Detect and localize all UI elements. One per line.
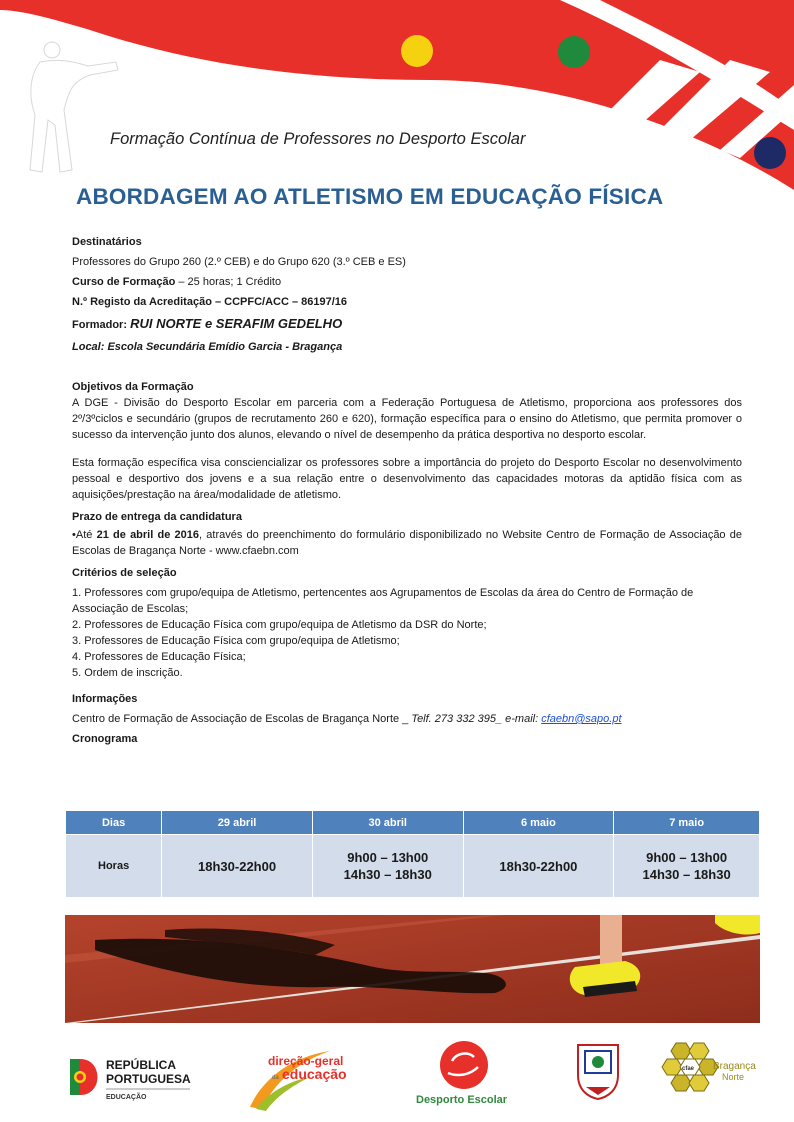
table-row [66, 835, 760, 898]
criterio-item: 1. Professores com grupo/equipa de Atletismo, pertencentes aos Agrupamentos de Escolas da área do Centro de Formação de Associação de Escolas; [72, 587, 694, 615]
destinatarios-label: Destinatários [72, 236, 142, 248]
destinatarios-text: Professores do Grupo 260 (2.º CEB) e do Grupo 620 (3.º CEB e ES) [72, 256, 406, 268]
table-header-cell: 30 abril [312, 811, 463, 835]
dge-logo [250, 1051, 347, 1111]
cfae-braganca-norte-logo [662, 1043, 756, 1091]
criterio-item: 4. Professores de Educação Física; [72, 651, 246, 663]
navy-dot-icon [754, 137, 786, 169]
dge-line1: direção-geral [268, 1054, 344, 1068]
cronograma-heading: Cronograma [72, 733, 138, 745]
cell-line: 14h30 – 18h30 [642, 867, 731, 882]
emblem-logo [578, 1045, 618, 1099]
republica-line2: PORTUGUESA [106, 1072, 191, 1086]
objetivos-heading: Objetivos da Formação [72, 381, 194, 393]
curso-text: – 25 horas; 1 Crédito [175, 276, 282, 288]
table-header-cell: 6 maio [463, 811, 614, 835]
objetivos-paragraph-2: Esta formação específica visa consciencializar os professores sobre a importância do projeto do Desporto Escolar no desenvolvimento pessoal e desportivo dos jovens e a sua relação entre o desenvolvimento das capacidades motoras da aptidão física com as aquisições/prestação na área/modalidade de atletismo. [72, 457, 742, 501]
table-header-cell: 7 maio [614, 811, 760, 835]
table-cell [463, 835, 614, 898]
email-link[interactable]: cfaebn@sapo.pt [541, 713, 622, 725]
informacoes-heading: Informações [72, 693, 138, 705]
prazo-date: 21 de abril de 2016 [96, 529, 200, 541]
informacoes-text [72, 711, 742, 727]
desporto-escolar-label: Desporto Escolar [416, 1094, 508, 1106]
norte-label: Norte [722, 1072, 745, 1082]
table-cell [312, 835, 463, 898]
formador-names: RUI NORTE e SERAFIM GEDELHO [130, 316, 343, 331]
republica-line1: REPÚBLICA [106, 1058, 177, 1072]
table-header-cell: Dias [66, 811, 162, 835]
objetivos-paragraph-1: A DGE - Divisão do Desporto Escolar em parceria com a Federação Portuguesa de Atletismo, proporciona aos professores dos 2º/3ºciclos e secundário (grupos de recrutamento 260 e 620), formação específica para o ensino do Atletismo, que permita promover o sucesso da intervenção junto dos alunos, elevando o nível de desempenho da prática desportiva no desporto escolar. [72, 397, 742, 441]
formador-line [72, 316, 742, 333]
criterio-item: 2. Professores de Educação Física com grupo/equipa de Atletismo da DSR do Norte; [72, 619, 487, 631]
cell-line: 9h00 – 13h00 [646, 850, 728, 865]
dge-line3: educação [282, 1066, 347, 1082]
table-row-label: Horas [66, 835, 162, 898]
republica-line3: EDUCAÇÃO [106, 1094, 147, 1101]
athlete-silhouette-icon [30, 42, 118, 172]
cell-line: 18h30-22h00 [499, 858, 578, 874]
partner-logos [0, 1035, 794, 1122]
informacoes-centro: Centro de Formação de Associação de Escolas de Bragança Norte _ [72, 713, 412, 725]
green-dot-icon [558, 36, 590, 68]
cronograma-table [65, 810, 760, 898]
prazo-body: , através do preenchimento do formulário disponibilizado no Website Centro de Formação de Associação de Escolas de Bragança Norte - www.cfaebn.com [72, 529, 742, 557]
page-title: ABORDAGEM AO ATLETISMO EM EDUCAÇÃO FÍSICA [76, 184, 664, 209]
curso-label: Curso de Formação [72, 276, 176, 288]
criterio-item: 5. Ordem de inscrição. [72, 667, 183, 679]
course-info [72, 234, 742, 747]
header-banner [0, 0, 794, 210]
braganca-label: Bragança [713, 1061, 756, 1072]
athletics-track-photo [65, 915, 760, 1023]
desporto-escolar-logo [416, 1041, 508, 1106]
cell-line: 9h00 – 13h00 [347, 850, 429, 865]
cfae-label: cfae [682, 1066, 695, 1072]
subtitle: Formação Contínua de Professores no Desporto Escolar [110, 130, 526, 148]
table-header-cell: 29 abril [162, 811, 313, 835]
curso-line [72, 274, 742, 290]
republica-portuguesa-logo [70, 1057, 191, 1101]
criterios-heading: Critérios de seleção [72, 567, 177, 579]
criterio-item: 3. Professores de Educação Física com grupo/equipa de Atletismo; [72, 635, 400, 647]
formador-label: Formador: [72, 319, 131, 331]
yellow-dot-icon [401, 35, 433, 67]
informacoes-telf: Telf. 273 332 395_ e-mail: [411, 713, 542, 725]
prazo-prefix: •Até [72, 529, 97, 541]
local: Local: Escola Secundária Emídio Garcia - Bragança [72, 341, 343, 353]
table-cell [162, 835, 313, 898]
table-cell [614, 835, 760, 898]
cell-line: 14h30 – 18h30 [343, 867, 432, 882]
prazo-text [72, 527, 742, 559]
table-header-row [66, 811, 760, 835]
dge-line2: da [272, 1075, 279, 1081]
cell-line: 18h30-22h00 [198, 858, 277, 874]
registo: N.º Registo da Acreditação – CCPFC/ACC – 86197/16 [72, 296, 348, 308]
prazo-heading: Prazo de entrega da candidatura [72, 511, 242, 523]
